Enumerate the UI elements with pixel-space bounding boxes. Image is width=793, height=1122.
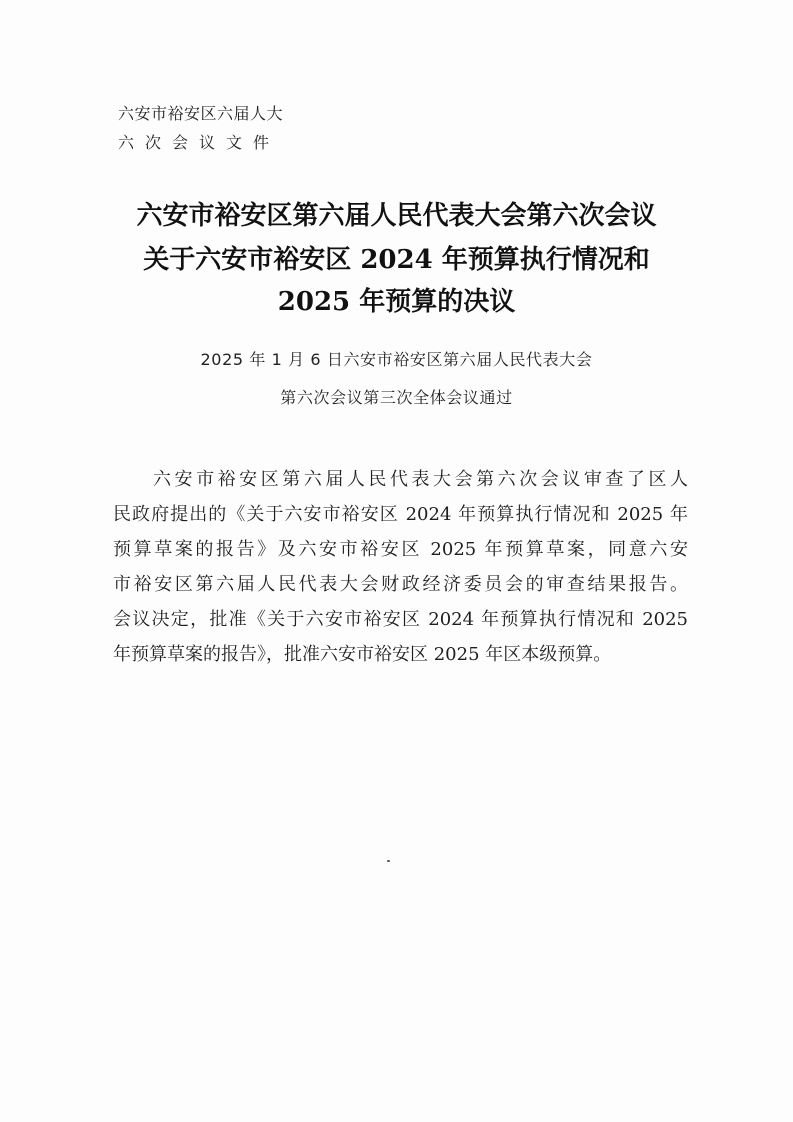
body-line-6: 年预算草案的报告》，批准六安市裕安区 2025 年区本级预算。 <box>113 644 612 665</box>
subtitle-line-2: 第六次会议第三次全体会议通过 <box>280 388 513 407</box>
body-line-2: 民政府提出的《关于六安市裕安区 2024 年预算执行情况和 2025 年 <box>113 504 688 525</box>
header-org-line: 六安市裕安区六届人大 <box>118 104 284 123</box>
body-line-5: 会议决定，批准《关于六安市裕安区 2024 年预算执行情况和 2025 <box>113 609 688 630</box>
resolution-body <box>113 462 688 672</box>
body-line-3: 预算草案的报告》及六安市裕安区 2025 年预算草案，同意六安 <box>113 539 688 560</box>
subtitle-line-1: 2025 年 1 月 6 日六安市裕安区第六届人民代表大会 <box>200 350 593 369</box>
body-line-1: 六安市裕安区第六届人民代表大会第六次会议审查了区人 <box>153 469 688 490</box>
scan-speck <box>387 860 390 862</box>
header-doc-line: 六次会议文件 <box>118 133 281 152</box>
body-line-4: 市裕安区第六届人民代表大会财政经济委员会的审查结果报告。 <box>113 574 688 595</box>
title-line-1: 六安市裕安区第六届人民代表大会第六次会议 <box>136 201 657 231</box>
title-line-2: 关于六安市裕安区 2024 年预算执行情况和 <box>143 245 650 275</box>
title-line-3: 2025 年预算的决议 <box>277 287 516 317</box>
